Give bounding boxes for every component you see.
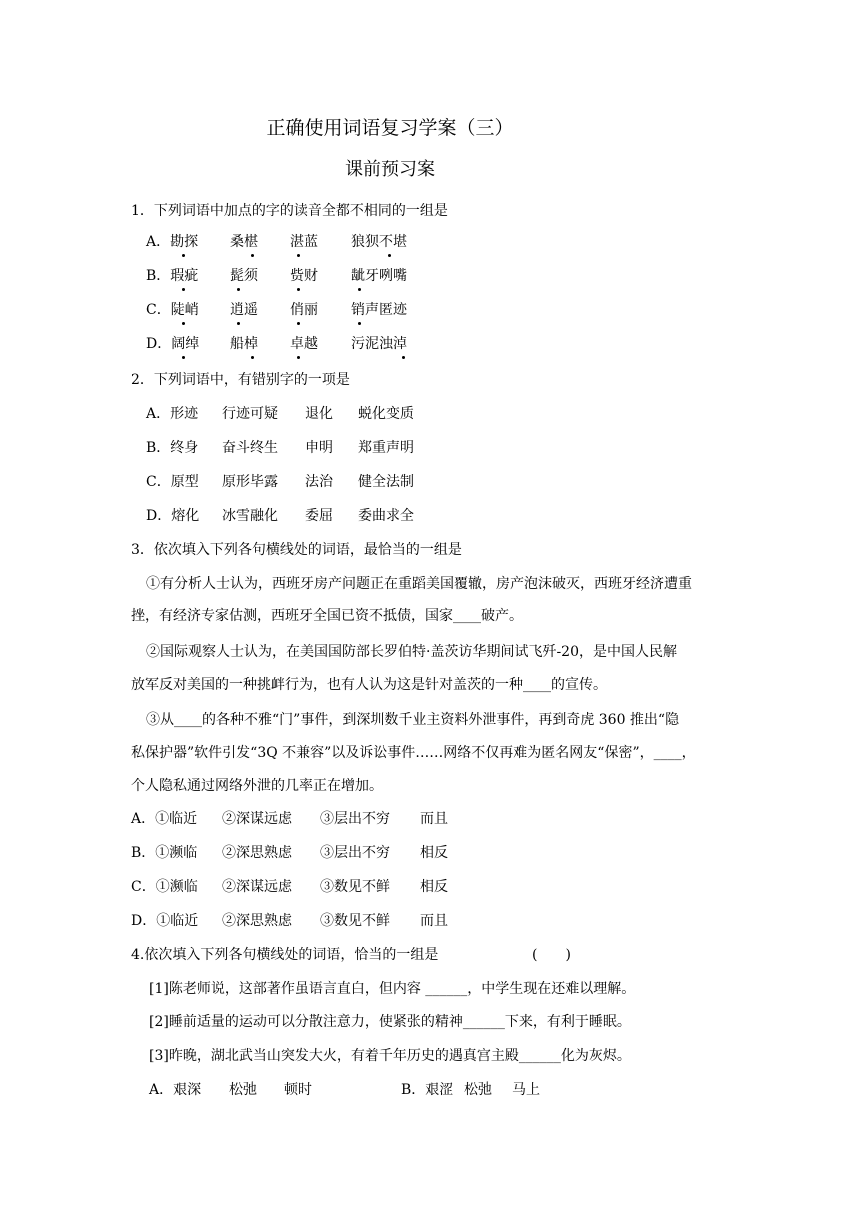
- emphasis-dot: [251, 356, 254, 359]
- q3-b-word-3: ③层出不穷: [320, 845, 390, 861]
- q3-d-word-3: ③数见不鲜: [320, 913, 390, 929]
- q1-c-word-2: 逍遥: [230, 302, 258, 318]
- q2-b-word-1: B．终身: [146, 440, 199, 456]
- q4-b-word-1: B．艰涩: [401, 1082, 454, 1098]
- q1-d-word-4: 污泥浊淖: [351, 336, 407, 352]
- q3-a-word-3: ③层出不穷: [320, 811, 390, 827]
- emphasis-dot: [182, 254, 185, 257]
- q2-d-word-4: 委曲求全: [358, 508, 414, 524]
- q2-c-word-3: 法治: [305, 474, 333, 490]
- q3-c-word-3: ③数见不鲜: [320, 879, 390, 895]
- emphasis-dot: [358, 288, 361, 291]
- q3-stem: 3．依次填入下列各句横线处的词语，最恰当的一组是: [131, 542, 462, 558]
- emphasis-dot: [237, 288, 240, 291]
- q2-a-word-4: 蜕化变质: [358, 406, 414, 422]
- emphasis-dot: [251, 254, 254, 257]
- q3-b-word-2: ②深思熟虑: [222, 845, 292, 861]
- q1-a-word-2: 桑椹: [230, 234, 258, 250]
- q3-d-word-1: D．①临近: [131, 913, 199, 929]
- q2-d-word-3: 委屈: [305, 508, 333, 524]
- q4-b-word-2: 松弛: [464, 1082, 492, 1098]
- q3-a-word-1: A．①临近: [131, 811, 198, 827]
- q3-c-word-1: C．①濒临: [131, 879, 198, 895]
- q3-sentence-1-line-2: 挫，有经济专家估测，西班牙全国已资不抵债，国家____破产。: [131, 608, 523, 624]
- q1-b-word-2: 髭须: [230, 268, 258, 284]
- emphasis-dot: [297, 356, 300, 359]
- emphasis-dot: [297, 288, 300, 291]
- q1-d-word-3: 卓越: [290, 336, 318, 352]
- emphasis-dot: [182, 288, 185, 291]
- q3-d-word-4: 而且: [420, 913, 448, 929]
- q3-sentence-2-line-1: ②国际观察人士认为，在美国国防部长罗伯特·盖茨访华期间试飞歼-20，是中国人民解: [146, 644, 677, 660]
- q1-c-word-1: C．陡峭: [146, 302, 199, 318]
- q1-a-word-4: 狼狈不堪: [351, 234, 407, 250]
- q2-d-word-2: 冰雪融化: [222, 508, 278, 524]
- q3-sentence-1-line-1: ①有分析人士认为，西班牙房产问题正在重蹈美国覆辙，房产泡沫破灭，西班牙经济遭重: [146, 576, 692, 592]
- q2-d-word-1: D．熔化: [146, 508, 200, 524]
- q2-a-word-1: A．形迹: [146, 406, 199, 422]
- emphasis-dot: [402, 356, 405, 359]
- q1-b-word-1: B．瑕疵: [146, 268, 199, 284]
- page-subtitle: 课前预习案: [345, 159, 435, 180]
- q1-a-word-3: 湛蓝: [290, 234, 318, 250]
- q4-a-word-1: A．艰深: [149, 1082, 202, 1098]
- emphasis-dot: [237, 322, 240, 325]
- page-title: 正确使用词语复习学案（三）: [266, 117, 514, 139]
- q1-c-word-3: 俏丽: [290, 302, 318, 318]
- q4-stem: 4.依次填入下列各句横线处的词语，恰当的一组是: [131, 947, 439, 963]
- q1-d-word-2: 船棹: [230, 336, 258, 352]
- q2-stem: 2．下列词语中，有错别字的一项是: [131, 372, 350, 388]
- q4-answer-paren: ( ): [532, 947, 571, 963]
- q4-a-word-2: 松弛: [229, 1082, 257, 1098]
- q3-b-word-4: 相反: [420, 845, 448, 861]
- q3-sentence-3-line-3: 个人隐私通过网络外泄的几率正在增加。: [131, 778, 383, 794]
- q1-a-word-1: A．勘探: [146, 234, 199, 250]
- q3-c-word-2: ②深谋远虑: [222, 879, 292, 895]
- q2-c-word-1: C．原型: [146, 474, 199, 490]
- q2-b-word-2: 奋斗终生: [222, 440, 278, 456]
- q4-sentence-2: [2]睡前适量的运动可以分散注意力，使紧张的精神______下来，有利于睡眠。: [149, 1014, 631, 1030]
- emphasis-dot: [297, 322, 300, 325]
- q4-b-word-3: 马上: [512, 1082, 540, 1098]
- q1-c-word-4: 销声匿迹: [351, 302, 407, 318]
- q4-sentence-1: [1]陈老师说，这部著作虽语言直白，但内容 ______，中学生现在还难以理解。: [149, 981, 636, 997]
- q1-b-word-4: 龇牙咧嘴: [351, 268, 407, 284]
- q1-d-word-1: D．阔绰: [146, 336, 200, 352]
- q4-a-word-3: 顿时: [284, 1082, 312, 1098]
- q3-c-word-4: 相反: [420, 879, 448, 895]
- q4-sentence-3: [3]昨晚，湖北武当山突发大火，有着千年历史的遇真宫主殿______化为灰烬。: [149, 1048, 631, 1064]
- q2-c-word-4: 健全法制: [358, 474, 414, 490]
- q3-sentence-2-line-2: 放军反对美国的一种挑衅行为，也有人认为这是针对盖茨的一种____的宣传。: [131, 677, 607, 693]
- q2-b-word-3: 申明: [305, 440, 333, 456]
- q3-b-word-1: B．①濒临: [131, 845, 198, 861]
- q2-a-word-3: 退化: [305, 406, 333, 422]
- q1-stem: 1．下列词语中加点的字的读音全都不相同的一组是: [131, 203, 448, 219]
- q3-sentence-3-line-1: ③从____的各种不雅“门”事件，到深圳数千业主资料外泄事件，再到奇虎 360 推出“隐: [146, 712, 680, 728]
- q1-b-word-3: 赀财: [290, 268, 318, 284]
- q3-d-word-2: ②深思熟虑: [222, 913, 292, 929]
- q3-sentence-3-line-2: 私保护器”软件引发“3Q 不兼容”以及诉讼事件……网络不仅再难为匿名网友“保密”，____，: [131, 745, 696, 761]
- emphasis-dot: [388, 254, 391, 257]
- q2-b-word-4: 郑重声明: [358, 440, 414, 456]
- emphasis-dot: [182, 356, 185, 359]
- q2-c-word-2: 原形毕露: [222, 474, 278, 490]
- emphasis-dot: [358, 322, 361, 325]
- emphasis-dot: [297, 254, 300, 257]
- q2-a-word-2: 行迹可疑: [222, 406, 278, 422]
- q3-a-word-2: ②深谋远虑: [222, 811, 292, 827]
- q3-a-word-4: 而且: [420, 811, 448, 827]
- emphasis-dot: [182, 322, 185, 325]
